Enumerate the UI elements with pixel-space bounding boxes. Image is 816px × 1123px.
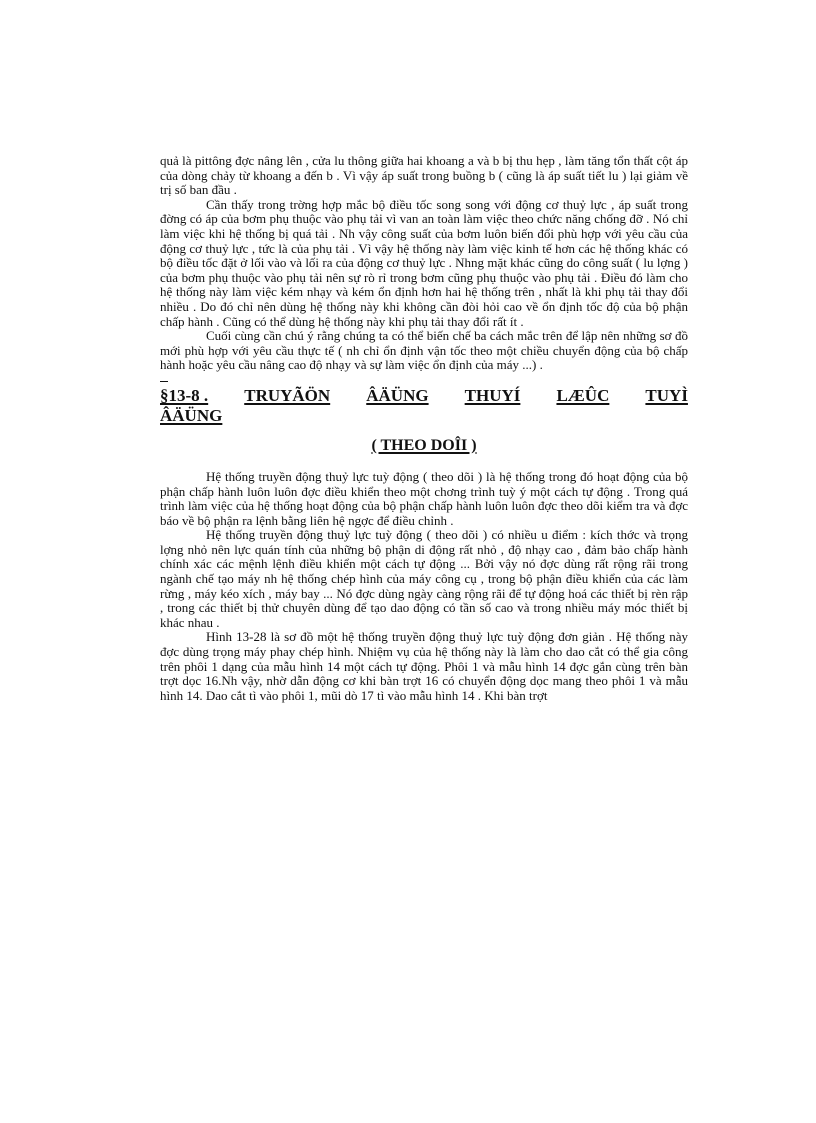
section-title-word-1: TRUYÃÖN <box>244 385 331 405</box>
underline-stub <box>160 375 168 382</box>
intro-paragraph-3: Cuối cùng cần chú ý rằng chúng ta có thể biến chế ba cách mắc trên để lập nên những sơ đồ mới phù hợp với yêu cầu thực tế ( nh chỉ ổn định vận tốc theo một chiều chuyển động của bộ chấp hành hoặc yêu cầu nâng cao độ nhạy và sự làm việc ổn định của máy ...) . <box>160 328 688 373</box>
section-title-word-2: ÂÄÜNG <box>366 385 429 405</box>
section-number: §13-8 . <box>160 385 209 405</box>
document-page <box>160 154 688 703</box>
section-heading <box>160 386 688 426</box>
body-paragraph-1: Hệ thống truyền động thuỷ lực tuỳ động ( theo dõi ) là hệ thống trong đó hoạt động của bộ phận chấp hành luôn luôn đợc điều khiển theo một chơng trình tuỳ ý một cách tự động . Trong quá trình làm việc của hệ thống hoạt động của bộ phận chấp hành luôn luôn đợc theo dõi kiểm tra và đợc báo về bộ phận ra lệnh bằng liên hệ ngợc để điều chỉnh . <box>160 468 688 528</box>
section-title-word-5: TUYÌ <box>645 385 688 405</box>
section-subtitle: ( THEO DOÎI ) <box>371 436 477 454</box>
section-title-word-4: LÆÛC <box>556 385 610 405</box>
section-title-word-3: THUYÍ <box>464 385 521 405</box>
section-title-continuation: ÂÄÜNG <box>160 405 223 425</box>
body-paragraph-2: Hệ thống truyền động thuỷ lực tuỳ động ( theo dõi ) có nhiều u điểm : kích thớc và trọng lợng nhỏ nên lực quán tính của những bộ phận di động rất nhỏ , độ nhạy cao , đảm bảo chấp hành chính xác các mệnh lệnh điều khiển một cách tự động ... Bởi vậy nó đợc dùng rất rộng rãi trong ngành chế tạo máy nh hệ thống chép hình của máy công cụ , trong bộ phận điều khiển của các làm rừng , máy kéo xích , máy bay ... Nó đợc dùng ngày càng rộng rãi để tự động hoá các thiết bị rèn rập , trong các thiết bị thử chuyên dùng để tạo dao động có tần số cao và trong nhiều máy móc thiết bị khác nhau . <box>160 527 688 630</box>
intro-paragraph-2: Cần thấy trong trờng hợp mắc bộ điều tốc song song với động cơ thuỷ lực , áp suất trong đờng có áp của bơm phụ thuộc vào phụ tải vì van an toàn làm việc theo chức năng chống đỡ . Nó chỉ làm việc khi hệ thống bị quá tải . Nh vậy công suất của bơm luôn biến đổi phù hợp với yêu cầu của động cơ thuỷ lực , tức là của phụ tải . Vì vậy hệ thống này làm việc kinh tế hơn các hệ thống khác có bộ điều tốc đặt ở lối vào và lối ra của động cơ thuỷ lực . Nhng mặt khác cũng do công suất ( lu lợng ) của bơm phụ thuộc vào phụ tải nên sự rò rỉ trong bơm cũng phụ thuộc vào phụ tải . Điều đó làm cho hệ thống này làm việc kém nhạy và kém ổn định hơn hai hệ thống trên , nhất là khi phụ tải thay đổi nhiều . Do đó chỉ nên dùng hệ thống này khi không cần đòi hỏi cao về ổn định tốc độ của bộ phận chấp hành . Cũng có thể dùng hệ thống này khi phụ tải thay đổi rất ít . <box>160 196 688 329</box>
body-paragraph-3: Hình 13-28 là sơ đồ một hệ thống truyền động thuỷ lực tuỳ động đơn giản . Hệ thống này đợc dùng trọng máy phay chép hình. Nhiệm vụ của hệ thống này là làm cho dao cắt có thể gia công trên phôi 1 dạng của mẫu hình 14 một cách tự động. Phôi 1 và mẫu hình 14 đợc gắn cùng trên bàn trợt dọc 16.Nh vậy, nhờ dẫn động cơ khi bàn trợt 16 có chuyển động dọc mang theo phôi 1 và mẫu hình 14. Dao cắt tì vào phôi 1, mũi dò 17 tì vào mẫu hình 14 . Khi bàn trợt <box>160 629 688 703</box>
intro-paragraph-1: quả là pittông đợc nâng lên , cửa lu thông giữa hai khoang a và b bị thu hẹp , làm tăng tổn thất cột áp của dòng chảy từ khoang a đến b . Vì vậy áp suất trong buồng b ( cũng là áp suất tiết lu ) lại giảm về trị số ban đầu . <box>160 153 688 198</box>
section-heading-line <box>160 386 688 406</box>
